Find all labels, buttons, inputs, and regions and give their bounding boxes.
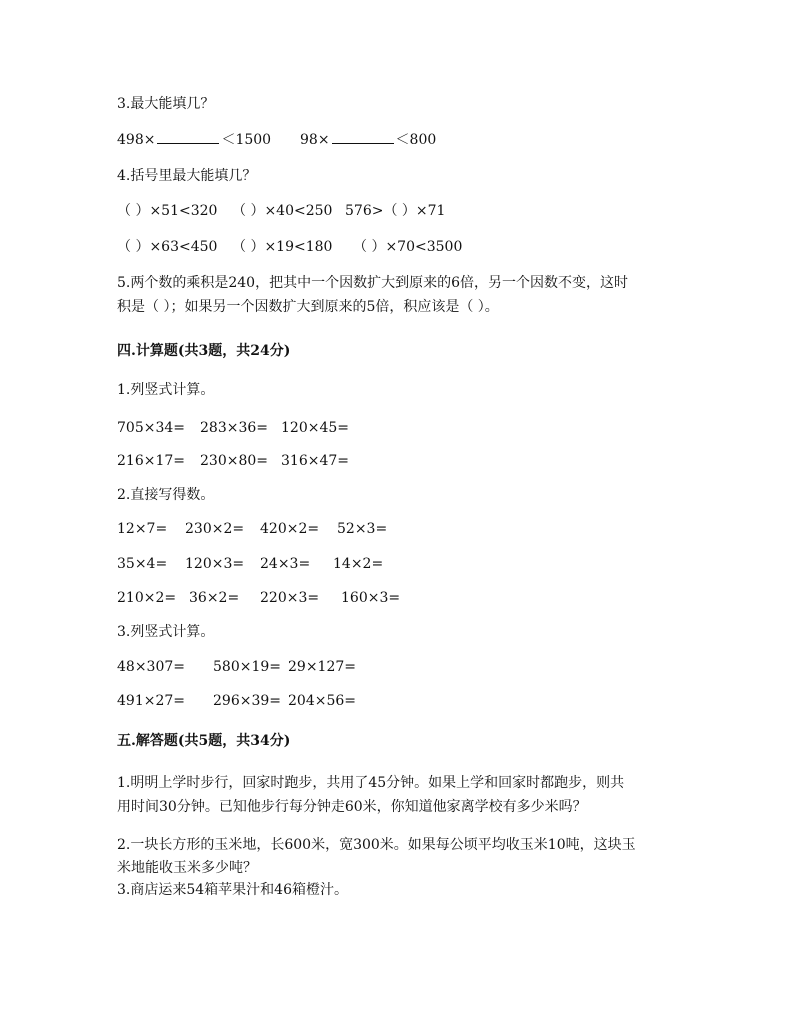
calc-item: 230×2= <box>185 521 245 537</box>
calc-item: 14×2= <box>333 556 384 572</box>
calc-item: 160×3= <box>341 590 401 606</box>
s5-p2-line-2: 米地能收玉米多少吨？ <box>117 860 257 876</box>
s5-p2-line-1: 2.一块长方形的玉米地，长600米，宽300米。如果每公顷平均收玉米10吨，这块玉 <box>117 837 636 853</box>
calc-item: 220×3= <box>260 590 320 606</box>
calc-item: 24×3= <box>260 556 311 572</box>
calc-item: 420×2= <box>260 521 320 537</box>
s5-p1-line-1: 1.明明上学时步行，回家时跑步，共用了45分钟。如果上学和回家时都跑步，则共 <box>117 775 625 791</box>
calc-item: 283×36= <box>200 420 268 436</box>
calc-item: 204×56= <box>288 693 356 709</box>
s4-p1-title: 1.列竖式计算。 <box>117 382 215 398</box>
s4-p3-title: 3.列竖式计算。 <box>117 624 215 640</box>
calc-item: 120×45= <box>281 420 349 436</box>
s4-p3-row-2 <box>117 692 517 710</box>
calc-item: 580×19= <box>213 659 281 675</box>
calc-item: 48×307= <box>117 659 185 675</box>
q4-row1-item: （ ）×40<250 <box>232 203 333 219</box>
q4-row2-item: （ ）×19<180 <box>232 239 333 255</box>
section5-heading: 五.解答题(共5题，共34分) <box>117 733 291 749</box>
s4-p2-row-3 <box>117 589 517 607</box>
calc-item: 316×47= <box>281 453 349 469</box>
q3-item-2-left: 98× <box>300 132 330 148</box>
q3-item-1-right: ＜1500 <box>221 132 272 148</box>
q5-line-2: 积是（ ）；如果另一个因数扩大到原来的5倍，积应该是（ ）。 <box>117 299 499 315</box>
s4-p2-title: 2.直接写得数。 <box>117 487 215 503</box>
calc-item: 230×80= <box>200 453 268 469</box>
section4-heading: 四.计算题(共3题，共24分) <box>117 343 291 359</box>
q3-items <box>117 131 436 149</box>
calc-item: 210×2= <box>117 590 177 606</box>
calc-item: 296×39= <box>213 693 281 709</box>
s5-p3-line-1: 3.商店运来54箱苹果汁和46箱橙汁。 <box>117 882 348 898</box>
calc-item: 52×3= <box>337 521 388 537</box>
q3-title: 3.最大能填几？ <box>117 96 215 112</box>
s5-p1-line-2: 用时间30分钟。已知他步行每分钟走60米，你知道他家离学校有多少米吗？ <box>117 799 587 815</box>
q3-item-1-left: 498× <box>117 132 156 148</box>
q4-title: 4.括号里最大能填几？ <box>117 168 257 184</box>
q3-item-2-right: ＜800 <box>395 132 437 148</box>
s4-p1-row-2 <box>117 452 517 470</box>
q4-row2-item: （ ）×70<3500 <box>353 239 463 255</box>
s4-p1-row-1 <box>117 419 517 437</box>
calc-item: 216×17= <box>117 453 185 469</box>
q5-line-1: 5.两个数的乘积是240，把其中一个因数扩大到原来的6倍，另一个因数不变，这时 <box>117 275 628 291</box>
q4-row2-item: （ ）×63<450 <box>117 239 218 255</box>
calc-item: 36×2= <box>189 590 240 606</box>
calc-item: 29×127= <box>288 659 356 675</box>
calc-item: 120×3= <box>185 556 245 572</box>
q3-item-1-blank <box>157 131 219 144</box>
calc-item: 705×34= <box>117 420 185 436</box>
calc-item: 491×27= <box>117 693 185 709</box>
q4-row-1 <box>117 202 717 220</box>
s4-p2-row-2 <box>117 555 517 573</box>
s4-p2-row-1 <box>117 520 517 538</box>
calc-item: 12×7= <box>117 521 168 537</box>
q3-item-2-blank <box>332 131 394 144</box>
calc-item: 35×4= <box>117 556 168 572</box>
q4-row1-item: 576>（ ）×71 <box>345 203 446 219</box>
q4-row1-item: （ ）×51<320 <box>117 203 218 219</box>
q4-row-2 <box>117 238 717 256</box>
s4-p3-row-1 <box>117 658 517 676</box>
